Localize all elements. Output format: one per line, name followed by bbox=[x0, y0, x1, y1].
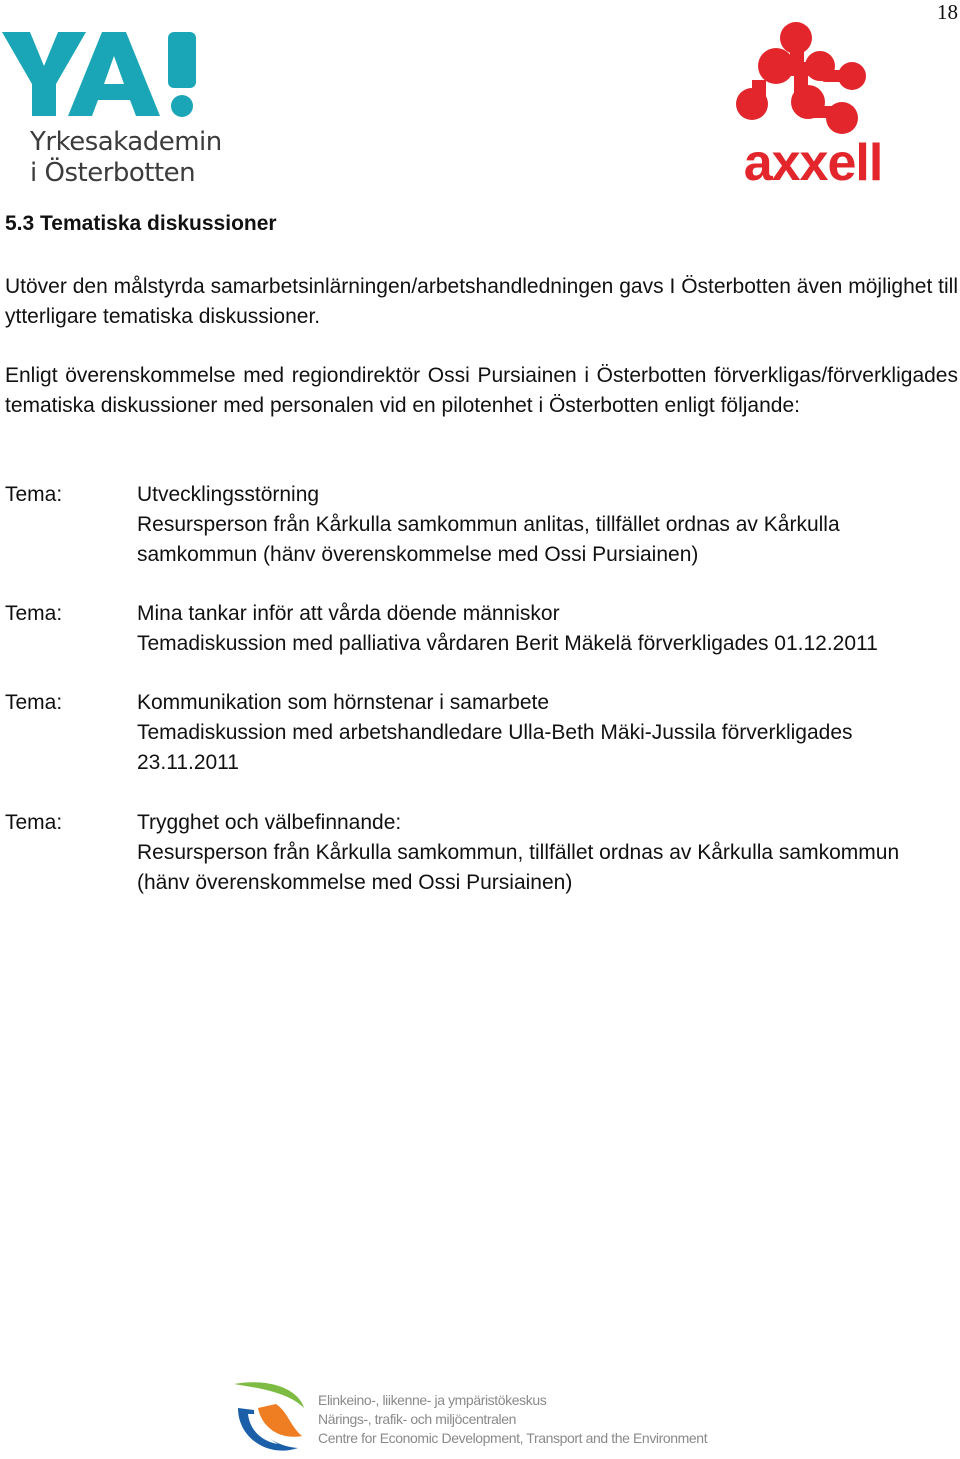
theme-label: Tema: bbox=[5, 602, 63, 625]
ely-centre-text bbox=[318, 1391, 707, 1448]
ya-logo-line2: i Österbotten bbox=[30, 158, 196, 188]
intro-paragraph: Utöver den målstyrda samarbetsinlärningen/arbetshandledningen gavs I Österbotten även möjlighet till ytterligare tematiska diskussioner. bbox=[5, 275, 958, 328]
ely-line-fi: Elinkeino-, liikenne- ja ympäristökeskus bbox=[318, 1392, 547, 1408]
theme-label: Tema: bbox=[5, 483, 63, 506]
ely-centre-logo-icon bbox=[228, 1378, 308, 1456]
ya-logo-text bbox=[30, 127, 222, 189]
theme-detail: Temadiskussion med arbetshandledare Ulla-Beth Mäki-Jussila förverkligades 23.11.2011 bbox=[137, 721, 853, 774]
ely-line-en: Centre for Economic Development, Transport and the Environment bbox=[318, 1430, 708, 1446]
page-number: 18 bbox=[937, 0, 958, 24]
theme-title: Trygghet och välbefinnande: bbox=[137, 811, 402, 834]
theme-label: Tema: bbox=[5, 691, 63, 714]
theme-title: Kommunikation som hörnstenar i samarbete bbox=[137, 691, 550, 714]
ya-mark-text: YA! bbox=[2, 28, 4, 29]
theme-label: Tema: bbox=[5, 811, 63, 834]
theme-title: Utvecklingsstörning bbox=[137, 483, 320, 506]
agreement-paragraph: Enligt överenskommelse med regiondirektör Ossi Pursiainen i Österbotten förverkligas/förverkligades tematiska diskussioner med personalen vid en pilotenhet i Österbotten enligt följande: bbox=[5, 364, 958, 417]
theme-detail: Resursperson från Kårkulla samkommun, tillfället ordnas av Kårkulla samkommun (hänv överenskommelse med Ossi Pursiainen) bbox=[137, 841, 900, 894]
axxell-wordmark: axxell bbox=[743, 134, 883, 186]
section-heading: 5.3 Tematiska diskussioner bbox=[5, 212, 277, 235]
theme-detail: Temadiskussion med palliativa vårdaren Berit Mäkelä förverkligades 01.12.2011 bbox=[137, 632, 878, 655]
axxell-logo bbox=[716, 18, 911, 186]
theme-title: Mina tankar inför att vårda döende människor bbox=[137, 602, 560, 625]
ely-line-sv: Närings-, trafik- och miljöcentralen bbox=[318, 1411, 517, 1427]
theme-detail: Resursperson från Kårkulla samkommun anlitas, tillfället ordnas av Kårkulla samkommun (hänv överenskommelse med Ossi Pursiainen) bbox=[137, 513, 840, 566]
ya-logo-line1: Yrkesakademin bbox=[30, 127, 222, 157]
